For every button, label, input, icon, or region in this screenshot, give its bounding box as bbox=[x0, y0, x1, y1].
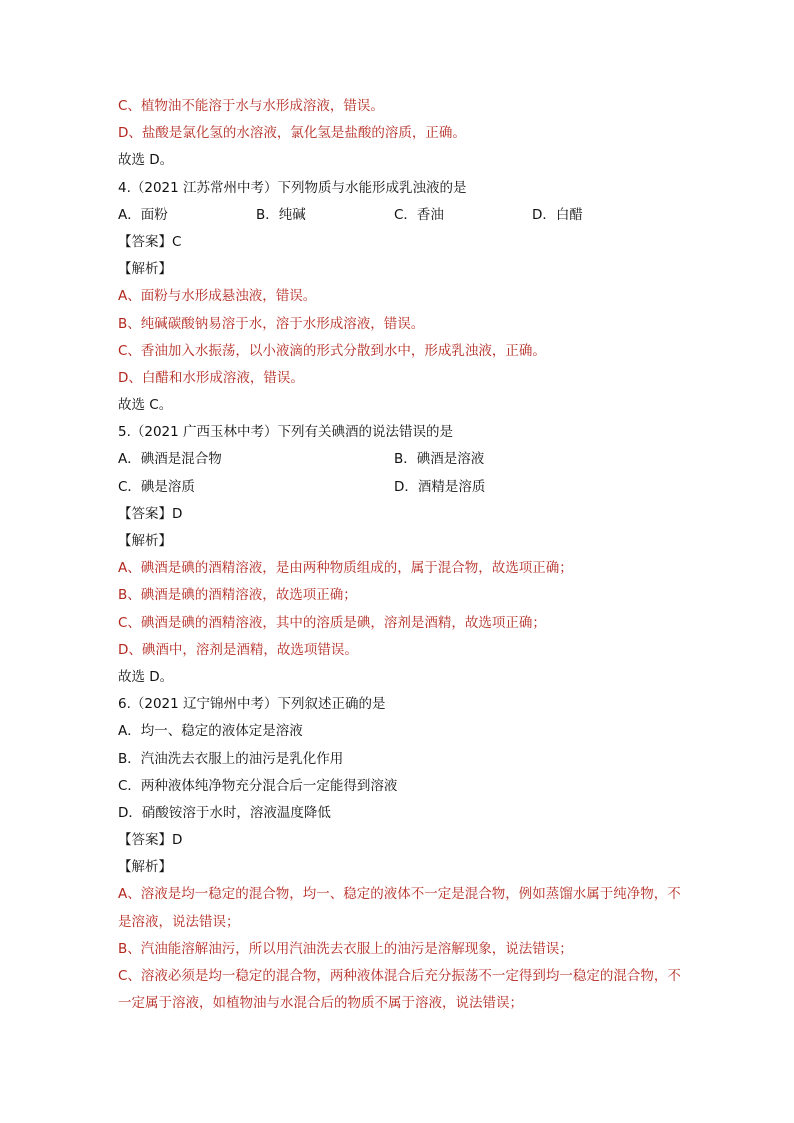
option-a: A．碘酒是混合物 bbox=[118, 451, 222, 468]
question-5-options-row-1 bbox=[118, 446, 688, 473]
question-4-conclusion: 故选 C。 bbox=[118, 397, 173, 414]
analysis-line: A、面粉与水形成悬浊液，错误。 bbox=[118, 288, 317, 305]
option-b: B．碘酒是溶液 bbox=[394, 451, 485, 468]
question-5-analysis-label: 【解析】 bbox=[118, 533, 172, 549]
analysis-line: D、白醋和水形成溶液，错误。 bbox=[118, 369, 304, 386]
analysis-line: B、碘酒是碘的酒精溶液，故选项正确； bbox=[118, 587, 357, 604]
analysis-line: B、纯碱碳酸钠易溶于水，溶于水形成溶液，错误。 bbox=[118, 315, 425, 332]
conclusion-line: 故选 D。 bbox=[118, 152, 174, 169]
analysis-paragraph: C、溶液必须是均一稳定的混合物，两种液体混合后充分振荡不一定得到均一稳定的混合物，不一定属于溶液，如植物油与水混合后的物质不属于溶液，说法错误； bbox=[118, 968, 681, 1012]
option-b: B．汽油洗去衣服上的油污是乳化作用 bbox=[118, 750, 344, 767]
question-5-answer: 【答案】D bbox=[118, 505, 183, 522]
question-4-answer: 【答案】C bbox=[118, 233, 182, 250]
analysis-line: B、汽油能溶解油污，所以用汽油洗去衣服上的油污是溶解现象，说法错误； bbox=[118, 940, 573, 957]
option-c: C．碘是溶质 bbox=[118, 478, 195, 495]
analysis-line: C、碘酒是碘的酒精溶液，其中的溶质是碘，溶剂是酒精，故选项正确； bbox=[118, 614, 546, 631]
analysis-line: C、植物油不能溶于水与水形成溶液，错误。 bbox=[118, 98, 384, 114]
question-4-options bbox=[118, 202, 688, 229]
question-6-answer: 【答案】D bbox=[118, 832, 183, 849]
question-6-analysis-label: 【解析】 bbox=[118, 859, 172, 876]
option-b: B．纯碱 bbox=[256, 206, 306, 223]
question-4-stem: 4.（2021 江苏常州中考）下列物质与水能形成乳浊液的是 bbox=[118, 179, 467, 196]
analysis-line: A、碘酒是碘的酒精溶液，是由两种物质组成的，属于混合物，故选项正确； bbox=[118, 560, 573, 577]
option-d: D．酒精是溶质 bbox=[394, 478, 486, 495]
analysis-line: C、香油加入水振荡，以小液滴的形式分散到水中，形成乳浊液，正确。 bbox=[118, 342, 546, 359]
analysis-paragraph: A、溶液是均一稳定的混合物，均一、稳定的液体不一定是混合物，例如蒸馏水属于纯净物，不是溶液，说法错误； bbox=[118, 886, 681, 930]
question-6-stem: 6.（2021 辽宁锦州中考）下列叙述正确的是 bbox=[118, 696, 386, 713]
option-a: A．面粉 bbox=[118, 206, 168, 223]
question-5-options-row-2 bbox=[118, 474, 688, 501]
document-page bbox=[118, 93, 688, 1017]
option-c: C．香油 bbox=[394, 206, 444, 223]
question-4-analysis-label: 【解析】 bbox=[118, 261, 172, 278]
question-5-stem: 5.（2021 广西玉林中考）下列有关碘酒的说法错误的是 bbox=[118, 424, 454, 441]
option-d: D．白醋 bbox=[532, 206, 583, 223]
analysis-line: D、碘酒中，溶剂是酒精，故选项错误。 bbox=[118, 641, 358, 658]
option-d: D．硝酸铵溶于水时，溶液温度降低 bbox=[118, 804, 331, 821]
option-a: A．均一、稳定的液体定是溶液 bbox=[118, 723, 303, 740]
question-5-conclusion: 故选 D。 bbox=[118, 668, 174, 685]
analysis-line: D、盐酸是氯化氢的水溶液，氯化氢是盐酸的溶质，正确。 bbox=[118, 125, 466, 142]
option-c: C．两种液体纯净物充分混合后一定能得到溶液 bbox=[118, 777, 398, 794]
